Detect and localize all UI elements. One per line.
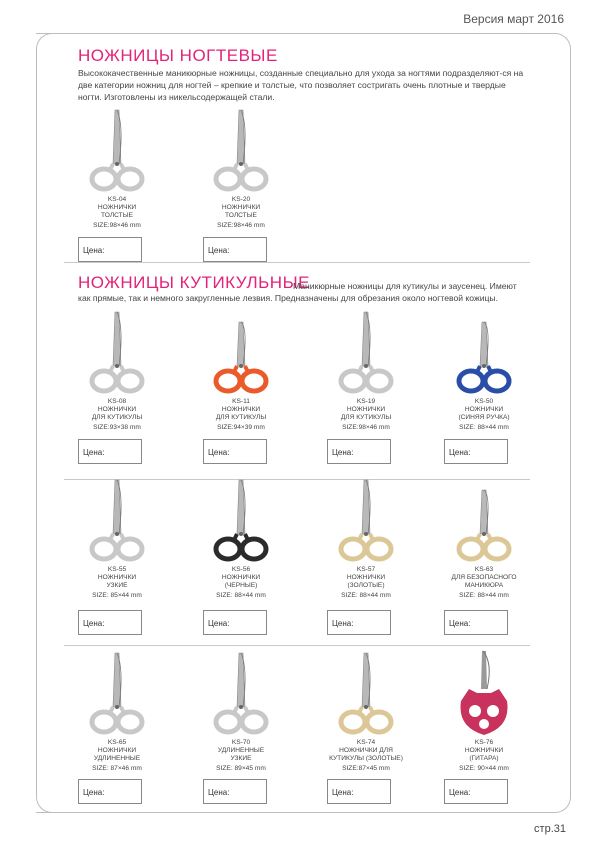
price-field[interactable]: Цена:	[327, 439, 391, 464]
product-name: НОЖНИЧКИ	[464, 406, 504, 413]
silver-scissors-icon	[62, 478, 172, 566]
price-field[interactable]: Цена:	[444, 779, 508, 804]
black-scissors-icon	[186, 478, 296, 566]
gold-scissors-icon	[311, 648, 421, 739]
product-card	[311, 312, 421, 432]
price-field[interactable]: Цена:	[203, 439, 267, 464]
product-size: SIZE:98×46 mm	[93, 222, 141, 229]
product-name: НОЖНИЧКИ	[97, 406, 137, 413]
product-card	[429, 648, 539, 773]
price-field[interactable]: Цена:	[78, 237, 142, 262]
price-field[interactable]: Цена:	[203, 610, 267, 635]
product-code: KS-56	[231, 566, 251, 573]
product-name-line2: УЗКИЕ	[106, 582, 128, 589]
product-size: SIZE: 88×44 mm	[341, 592, 391, 599]
price-field[interactable]: Цена:	[203, 779, 267, 804]
product-name: УДЛИНЕННЫЕ	[217, 747, 265, 754]
product-size: SIZE:93×38 mm	[93, 424, 141, 431]
product-card	[186, 648, 296, 773]
product-name-line2: ТОЛСТЫЕ	[225, 212, 257, 219]
silver-scissors-icon	[62, 100, 172, 196]
product-code: KS-55	[107, 566, 127, 573]
product-code: KS-19	[356, 398, 376, 405]
product-code: KS-20	[231, 196, 251, 203]
product-size: SIZE:98×46 mm	[342, 424, 390, 431]
product-name-line2: КУТИКУЛЫ (ЗОЛОТЫЕ)	[329, 755, 403, 762]
price-field[interactable]: Цена:	[444, 610, 508, 635]
product-name: НОЖНИЧКИ	[464, 747, 504, 754]
product-card	[186, 100, 296, 230]
version-label: Версия март 2016	[463, 12, 564, 26]
product-name: НОЖНИЧКИ	[97, 747, 137, 754]
product-card	[429, 478, 539, 600]
price-field[interactable]: Цена:	[78, 610, 142, 635]
product-name-line2: (СИНЯЯ РУЧКА)	[458, 414, 510, 421]
silver-scissors-icon	[62, 312, 172, 398]
price-field[interactable]: Цена:	[78, 439, 142, 464]
orange-scissors-icon	[186, 312, 296, 398]
silver-scissors-icon	[186, 648, 296, 739]
product-name: НОЖНИЧКИ	[97, 574, 137, 581]
product-name: НОЖНИЧКИ	[346, 406, 386, 413]
product-code: KS-11	[232, 398, 250, 405]
product-code: KS-70	[231, 739, 251, 746]
price-field[interactable]: Цена:	[203, 237, 267, 262]
product-card	[62, 648, 172, 773]
product-code: KS-76	[474, 739, 494, 746]
product-name-line2: УЗКИЕ	[230, 755, 252, 762]
product-name-line2: (ЗОЛОТЫЕ)	[347, 582, 385, 589]
product-name-line2: МАНИКЮРА	[464, 582, 504, 589]
product-code: KS-74	[356, 739, 376, 746]
product-code: KS-65	[107, 739, 127, 746]
silver-scissors-icon	[186, 100, 296, 196]
price-field[interactable]: Цена:	[444, 439, 508, 464]
section-description-cuticle: как прямые, так и немного закругленные лезвия. Предназначены для обрезания около ногтевой кожицы.	[78, 293, 498, 303]
product-code: KS-08	[107, 398, 127, 405]
product-card	[186, 478, 296, 600]
price-field[interactable]: Цена:	[78, 779, 142, 804]
section-description-inline: Маникюрные ножницы для кутикулы и заусенец. Имеют	[293, 281, 517, 291]
silver-scissors-icon	[62, 648, 172, 739]
page-number: стр.31	[534, 823, 566, 835]
product-name-line2: (ГИТАРА)	[469, 755, 499, 762]
product-size: SIZE:94×39 mm	[217, 424, 265, 431]
product-card	[311, 648, 421, 773]
product-code: KS-50	[474, 398, 494, 405]
product-card	[62, 312, 172, 432]
product-card	[62, 100, 172, 230]
product-name-line2: (ЧЕРНЫЕ)	[224, 582, 258, 589]
product-size: SIZE: 87×46 mm	[92, 765, 142, 772]
divider	[64, 645, 530, 646]
product-size: SIZE: 88×44 mm	[216, 592, 266, 599]
price-field[interactable]: Цена:	[327, 779, 391, 804]
section-title-cuticle-scissors: НОЖНИЦЫ КУТИКУЛЬНЫЕ	[78, 273, 310, 292]
product-name-line2: ТОЛСТЫЕ	[101, 212, 133, 219]
product-name: НОЖНИЧКИ ДЛЯ	[339, 747, 393, 754]
product-card	[311, 478, 421, 600]
product-name: НОЖНИЧКИ	[221, 574, 261, 581]
product-size: SIZE:98×46 mm	[217, 222, 265, 229]
section-title-nail-scissors: НОЖНИЦЫ НОГТЕВЫЕ	[78, 46, 278, 65]
product-name: НОЖНИЧКИ	[346, 574, 386, 581]
product-name: НОЖНИЧКИ	[97, 204, 137, 211]
product-size: SIZE: 90×44 mm	[459, 765, 509, 772]
product-size: SIZE: 89×45 mm	[216, 765, 266, 772]
product-name: НОЖНИЧКИ	[221, 204, 261, 211]
product-code: KS-63	[474, 566, 494, 573]
product-name-line2: ДЛЯ КУТИКУЛЫ	[340, 414, 392, 421]
product-size: SIZE: 85×44 mm	[92, 592, 142, 599]
product-name-line2: УДЛИНЕННЫЕ	[93, 755, 141, 762]
product-name-line2: ДЛЯ КУТИКУЛЫ	[215, 414, 267, 421]
section-description-nail-scissors: Высококачественные маникюрные ножницы, созданные специально для ухода за ногтями подразделяют-ся на две категории ножниц для ногтей – крепкие и толстые, что позволяет состригать очень плотные и твердые ногти. Изготовлены из никельсодержащей стали.	[78, 68, 524, 102]
product-code: KS-04	[107, 196, 127, 203]
product-name: НОЖНИЧКИ	[221, 406, 261, 413]
product-name: ДЛЯ БЕЗОПАСНОГО	[451, 574, 517, 581]
price-field[interactable]: Цена:	[327, 610, 391, 635]
product-card	[62, 478, 172, 600]
gold-scissors-icon	[311, 478, 421, 566]
product-size: SIZE: 88×44 mm	[459, 424, 509, 431]
product-name-line2: ДЛЯ КУТИКУЛЫ	[91, 414, 143, 421]
product-size: SIZE:87×45 mm	[342, 765, 390, 772]
product-size: SIZE: 88×44 mm	[459, 592, 509, 599]
product-code: KS-57	[356, 566, 376, 573]
divider	[64, 262, 530, 263]
blue-scissors-icon	[429, 312, 539, 398]
product-card	[429, 312, 539, 432]
guitar-scissors-icon	[429, 648, 539, 739]
silver-scissors-icon	[311, 312, 421, 398]
product-card	[186, 312, 296, 432]
gold-scissors-icon	[429, 478, 539, 566]
